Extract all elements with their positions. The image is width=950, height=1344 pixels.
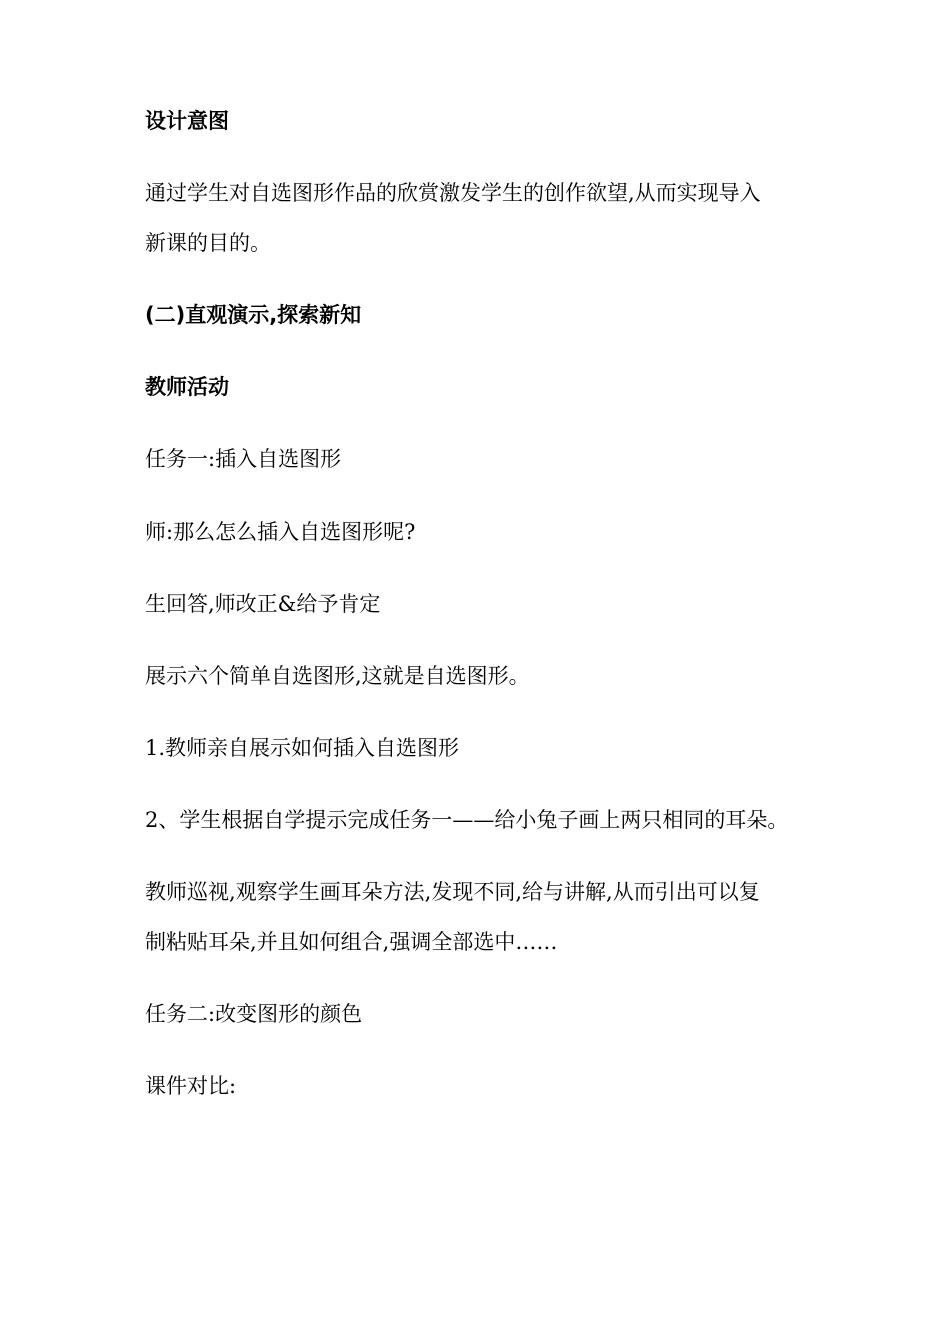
paragraph-line: 任务一:插入自选图形 (145, 447, 342, 471)
paragraph-line: 新课的目的。 (145, 231, 271, 255)
paragraph-line: 任务二:改变图形的颜色 (145, 1002, 363, 1026)
paragraph-line: 制粘贴耳朵,并且如何组合,强调全部选中…… (145, 930, 558, 954)
paragraph-line: 教师巡视,观察学生画耳朵方法,发现不同,给与讲解,从而引出可以复 (145, 880, 760, 904)
paragraph-line: 1.教师亲自展示如何插入自选图形 (145, 736, 460, 760)
section-heading-design-intent: 设计意图 (145, 109, 229, 133)
section-heading-demonstration: (二)直观演示,探索新知 (145, 303, 362, 327)
paragraph-line: 展示六个简单自选图形,这就是自选图形。 (145, 664, 530, 688)
paragraph-line: 2、学生根据自学提示完成任务一——给小兔子画上两只相同的耳朵。 (145, 808, 789, 832)
paragraph-line: 生回答,师改正&给予肯定 (145, 592, 381, 616)
section-heading-teacher-activity: 教师活动 (145, 375, 229, 399)
paragraph-line: 师:那么怎么插入自选图形呢? (145, 520, 416, 544)
paragraph-line: 通过学生对自选图形作品的欣赏激发学生的创作欲望,从而实现导入 (145, 181, 761, 205)
paragraph-line: 课件对比: (145, 1074, 237, 1098)
